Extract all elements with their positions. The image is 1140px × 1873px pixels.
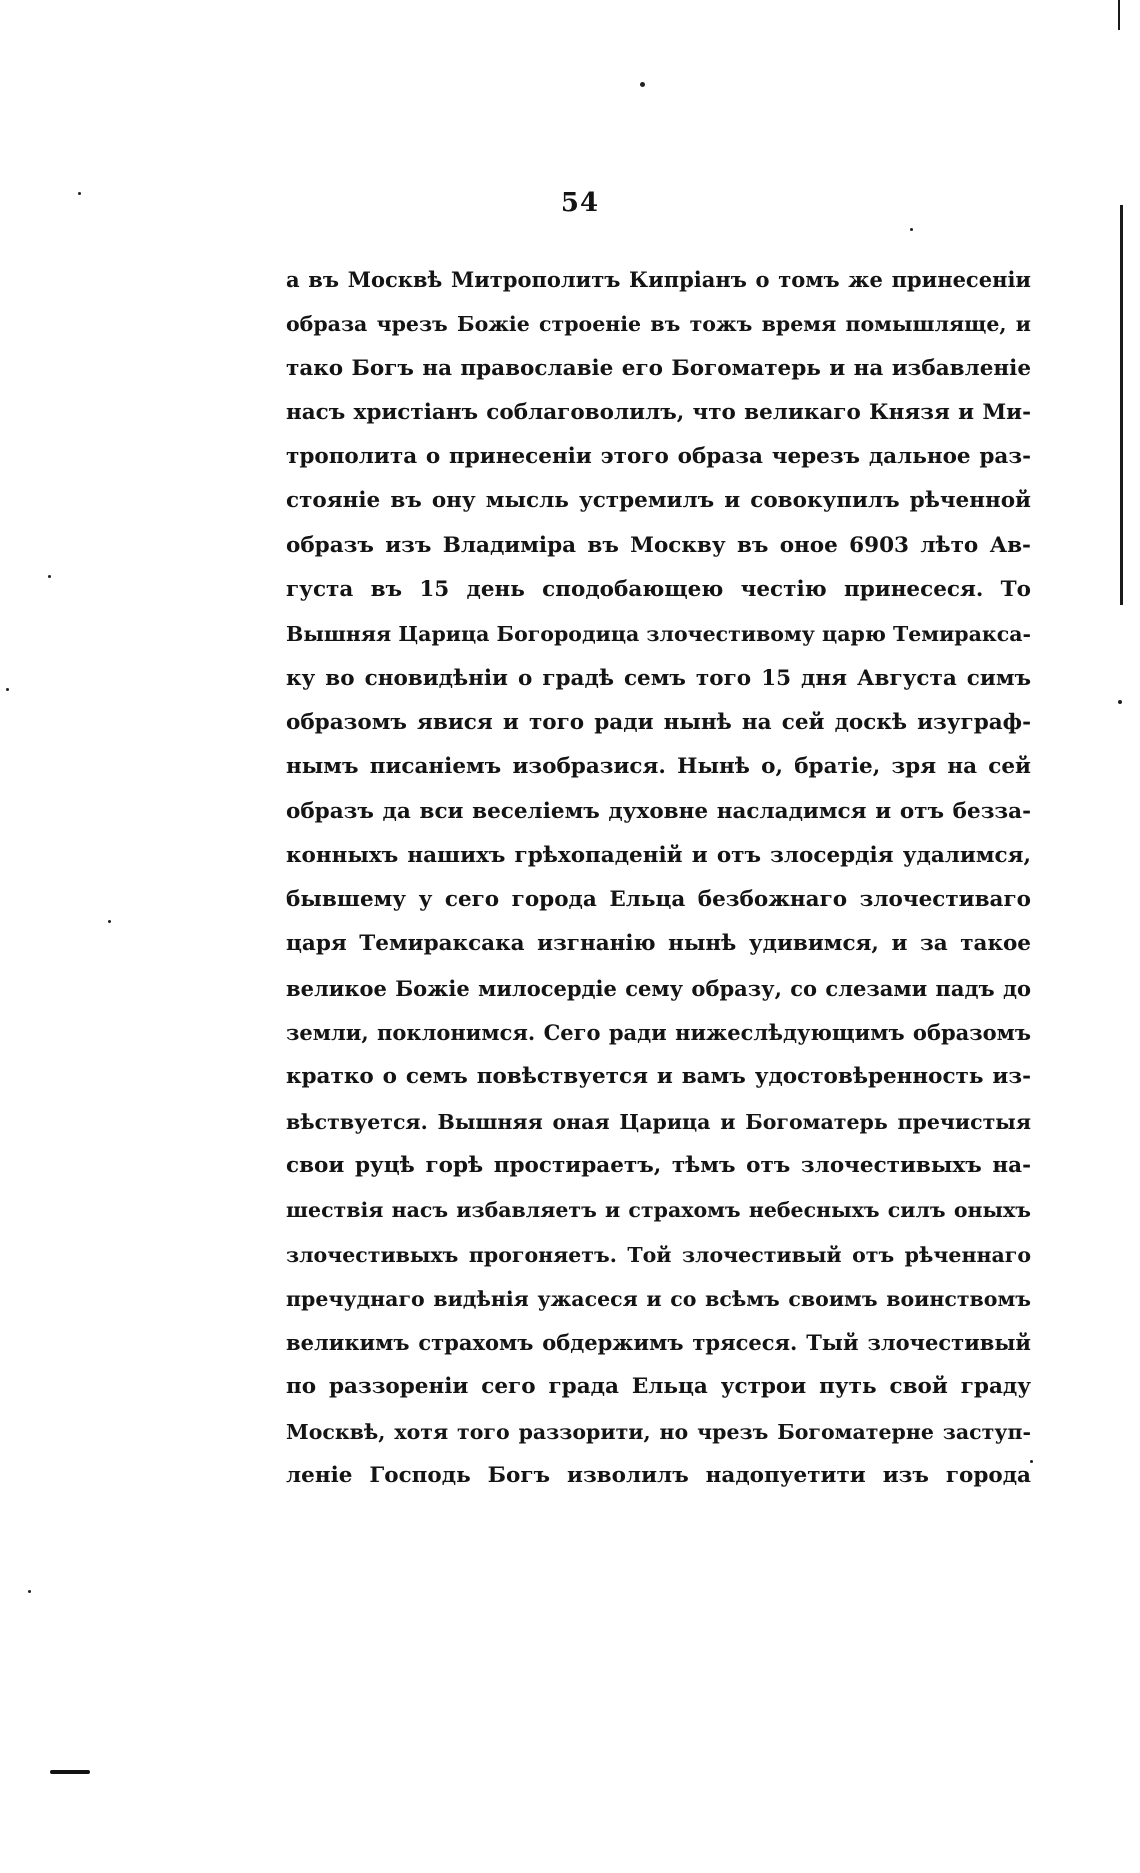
text-line: Москвѣ, хотя того раззорити, но чрезъ Богоматерне заступ- xyxy=(286,1419,1031,1444)
text-line: кратко о семъ повѣствуется и вамъ удостовѣренность из- xyxy=(286,1064,1031,1090)
text-line: образъ изъ Владиміра въ Москву въ оное 6903 лѣто Ав- xyxy=(286,532,1031,558)
text-line: трополита о принесеніи этого образа черезъ дальное раз- xyxy=(286,444,1031,470)
scan-dash-mark xyxy=(50,1770,90,1774)
text-line: насъ христіанъ соблаговолилъ, что великаго Князя и Ми- xyxy=(286,399,1031,425)
text-line: великимъ страхомъ обдержимъ трясеся. Тый злочестивый xyxy=(286,1330,1031,1356)
text-line: леніе Господь Богъ изволилъ надопуетити изъ города xyxy=(286,1463,1031,1489)
scan-edge-mark-top xyxy=(1118,0,1120,30)
page-number: 54 xyxy=(560,188,600,218)
text-line: конныхъ нашихъ грѣхопаденій и отъ злосердія удалимся, xyxy=(286,842,1031,868)
text-line: образа чрезъ Божіе строеніе въ тожъ время помышляще, и xyxy=(286,312,1031,337)
text-line: по раззореніи сего града Ельца устрои путь свой граду xyxy=(286,1374,1031,1400)
text-line: земли, поклонимся. Сего ради нижеслѣдующимъ образомъ xyxy=(286,1020,1031,1046)
text-line: ку во сновидѣніи о градѣ семъ того 15 дня Августа симъ xyxy=(286,665,1031,691)
text-line: свои руцѣ горѣ простираетъ, тѣмъ отъ злочестивыхъ на- xyxy=(286,1152,1031,1178)
body-text xyxy=(286,258,1031,1498)
text-line: стояніе въ ону мысль устремилъ и совокупилъ рѣченной xyxy=(286,488,1031,514)
text-line: Вышняя Царица Богородица злочестивому царю Темиракса- xyxy=(286,622,1031,647)
text-line: пречуднаго видѣнія ужасеся и со всѣмъ своимъ воинствомъ xyxy=(286,1286,1031,1311)
text-line: тако Богъ на православіе его Богоматерь и на избавленіе xyxy=(286,355,1031,381)
scan-speck xyxy=(6,688,9,691)
scan-speck xyxy=(1118,700,1122,704)
text-line: образъ да вси веселіемъ духовне насладимся и отъ безза- xyxy=(286,798,1031,824)
scan-speck xyxy=(28,1590,31,1593)
text-line: шествія насъ избавляетъ и страхомъ небесныхъ силъ оныхъ xyxy=(286,1198,1031,1223)
text-line: а въ Москвѣ Митрополитъ Кипріанъ о томъ же принесеніи xyxy=(286,267,1031,292)
scan-speck xyxy=(78,192,81,195)
scan-speck xyxy=(1030,1460,1033,1463)
text-line: царя Темираксака изгнанію нынѣ удивимся, и за такое xyxy=(286,931,1031,957)
text-line: вѣствуется. Вышняя оная Царица и Богоматерь пречистыя xyxy=(286,1109,1031,1134)
scan-speck xyxy=(108,920,111,923)
text-line: густа въ 15 день сподобающею честію принесеся. То xyxy=(286,577,1031,603)
text-line: злочестивыхъ прогоняетъ. Той злочестивый отъ рѣченнаго xyxy=(286,1242,1031,1267)
scan-edge-rule xyxy=(1120,205,1123,605)
text-line: образомъ явися и того ради нынѣ на сей доскѣ изуграф- xyxy=(286,709,1031,735)
text-line: бывшему у сего города Ельца безбожнаго злочестиваго xyxy=(286,887,1031,913)
scan-speck xyxy=(48,575,51,578)
text-line: нымъ писаніемъ изобразися. Нынѣ о, братіе, зря на сей xyxy=(286,754,1031,780)
scan-speck xyxy=(910,228,913,231)
scan-speck xyxy=(640,82,645,87)
text-line: великое Божіе милосердіе сему образу, со слезами падъ до xyxy=(286,975,1031,1001)
